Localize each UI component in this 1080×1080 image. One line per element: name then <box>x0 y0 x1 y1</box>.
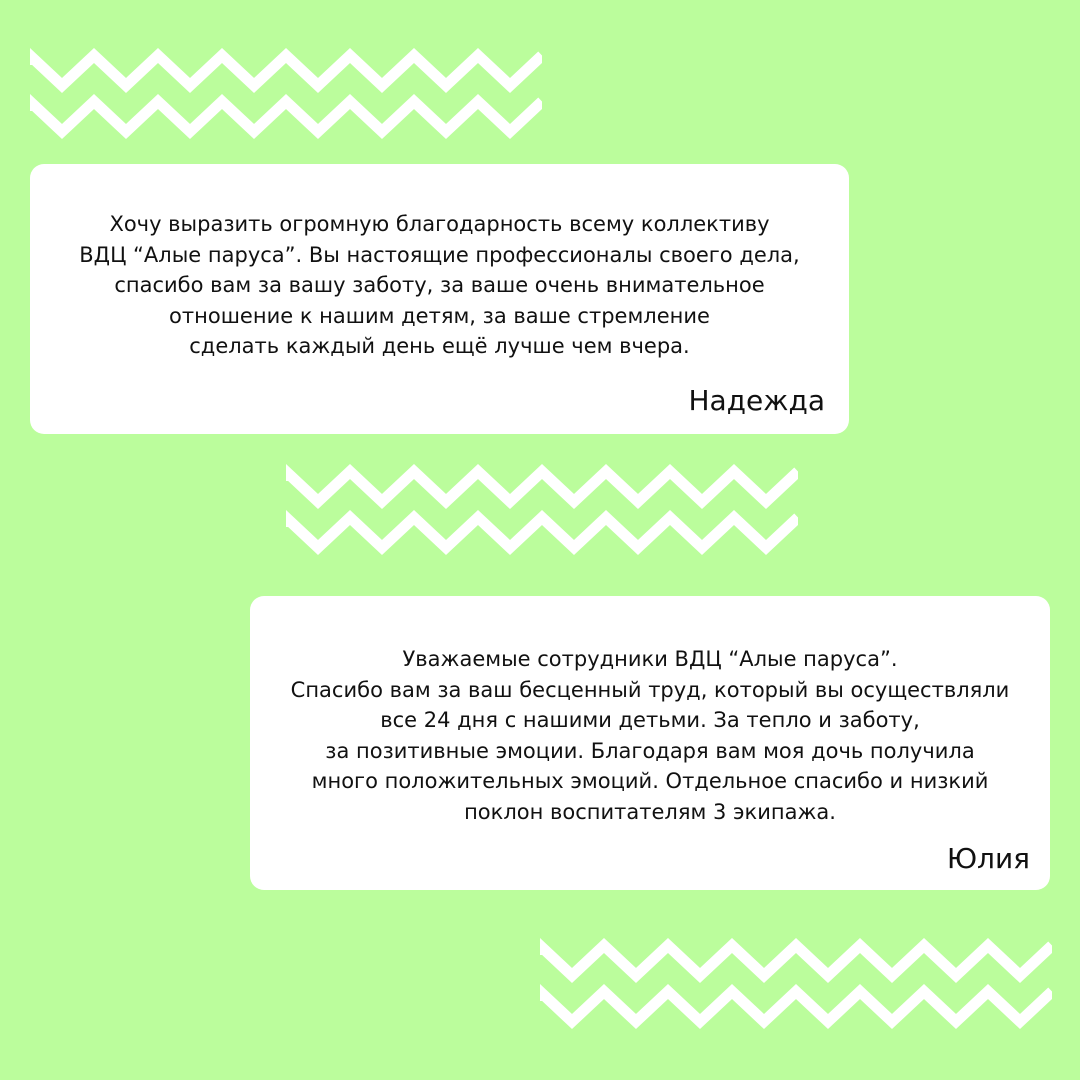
review-text <box>250 644 1050 827</box>
review-text-line: Уважаемые сотрудники ВДЦ “Алые паруса”. <box>402 647 898 671</box>
zigzag-line <box>30 56 542 86</box>
zigzag-decoration-middle <box>286 462 798 558</box>
review-author: Надежда <box>688 384 825 417</box>
review-card-1 <box>30 164 849 434</box>
zigzag-line <box>30 102 542 132</box>
zigzag-decoration-bottom <box>540 936 1052 1032</box>
review-text-line: Спасибо вам за ваш бесценный труд, который вы осуществляли <box>290 677 1010 702</box>
zigzag-line <box>286 472 798 502</box>
review-text-line: за позитивные эмоции. Благодаря вам моя дочь получила <box>325 738 975 763</box>
review-text-line: спасибо вам за вашу заботу, за ваше очень внимательное <box>114 273 765 297</box>
zigzag-line <box>540 946 1052 976</box>
review-text-line: Хочу выразить огромную благодарность всему коллективу <box>109 212 770 236</box>
review-text-line: много положительных эмоций. Отдельное спасибо и низкий <box>311 769 989 793</box>
zigzag-line <box>286 518 798 548</box>
review-text-line: поклон воспитателям 3 экипажа. <box>464 799 836 824</box>
zigzag-decoration-top <box>30 46 542 142</box>
review-text-line: отношение к нашим детям, за ваше стремление <box>169 303 710 328</box>
zigzag-line <box>540 992 1052 1022</box>
review-text-line: все 24 дня с нашими детьми. За тепло и заботу, <box>380 708 920 732</box>
review-text-line: ВДЦ “Алые паруса”. Вы настоящие профессионалы своего дела, <box>79 242 800 267</box>
review-author: Юлия <box>946 842 1030 875</box>
review-text <box>30 209 849 362</box>
review-text-line: сделать каждый день ещё лучше чем вчера. <box>189 334 690 358</box>
review-card-2 <box>250 596 1050 890</box>
